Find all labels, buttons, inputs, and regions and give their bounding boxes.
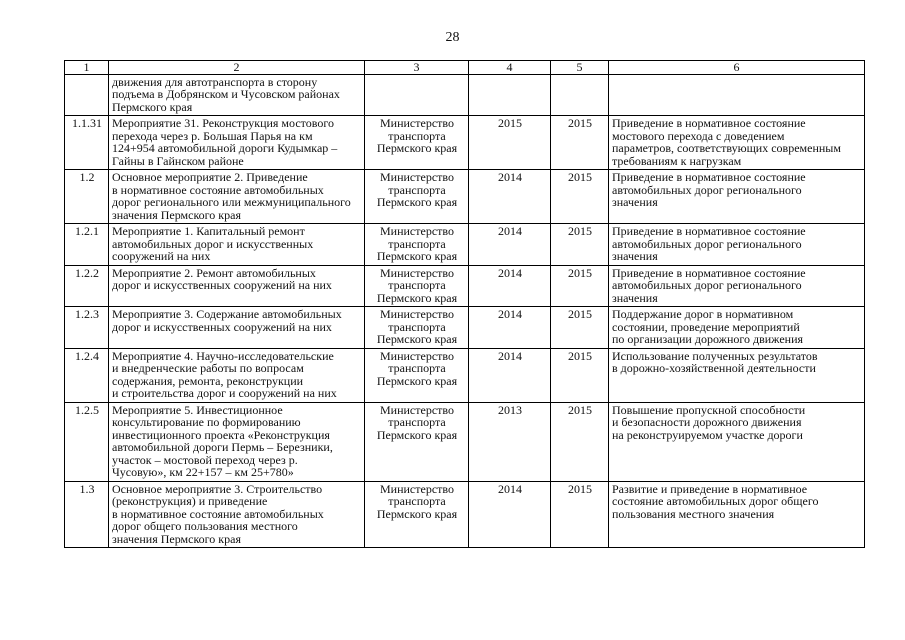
table-row [65, 265, 865, 307]
expected-result-cell [609, 348, 865, 402]
cell-text-line: Поддержание дорог в нормативном [612, 307, 794, 321]
cell-text-line: дорог регионального или межмуниципального [112, 195, 351, 209]
start-year-cell: 2013 [469, 402, 551, 481]
row-number-cell: 1.2.2 [65, 265, 109, 307]
cell-text-line: Мероприятие 31. Реконструкция мостового [112, 116, 334, 130]
measures-table [64, 60, 865, 548]
cell-text-line: Пермского края [376, 506, 458, 521]
table-row [65, 170, 865, 224]
cell-text-line: Повышение пропускной способности [612, 402, 806, 417]
measure-name-cell [109, 265, 365, 307]
cell-text-line: консультирование по формированию [112, 415, 301, 429]
cell-text-line: Министерство [380, 224, 454, 238]
cell-text-line: Пермского края [376, 195, 458, 209]
end-year-cell: 2015 [551, 348, 609, 402]
cell-text-line: Министерство [380, 307, 454, 321]
expected-result-cell [609, 481, 865, 548]
cell-text-line: Приведение в нормативное состояние [612, 224, 806, 238]
row-number-cell: 1.2.1 [65, 224, 109, 266]
measure-name-cell [109, 402, 365, 481]
measure-name-cell [109, 116, 365, 170]
cell-text-line: перехода через р. Большая Парья на км [112, 128, 313, 143]
cell-text-line: по организации дорожного движения [612, 332, 804, 346]
cell-text-line: мостового перехода с доведением [612, 128, 785, 143]
end-year-cell: 2015 [551, 307, 609, 349]
cell-text-line: транспорта [388, 128, 446, 143]
expected-result-cell [609, 116, 865, 170]
cell-text-line: транспорта [388, 361, 446, 375]
executor-cell [365, 307, 469, 349]
cell-text-line: Пермского края [376, 373, 458, 388]
cell-text-line: в нормативное состояние автомобильных [112, 182, 324, 197]
end-year-cell: 2015 [551, 224, 609, 266]
start-year-cell: 2014 [469, 170, 551, 224]
cell-text-line: Министерство [380, 348, 454, 363]
expected-result-cell [609, 74, 865, 116]
page-number: 28 [445, 30, 460, 45]
cell-text-line: Приведение в нормативное состояние [612, 116, 806, 130]
cell-text-line: Мероприятие 4. Научно-исследовательские [112, 348, 334, 363]
start-year-cell: 2014 [469, 224, 551, 266]
table-row [65, 307, 865, 349]
cell-text-line: дорог общего пользования местного [112, 519, 298, 533]
table-row [65, 402, 865, 481]
row-number-cell [65, 74, 109, 116]
end-year-cell: 2015 [551, 265, 609, 307]
row-number-cell: 1.3 [65, 481, 109, 548]
measure-name-cell [109, 307, 365, 349]
executor-cell [365, 116, 469, 170]
table-header-row [65, 61, 865, 75]
cell-text-line: инвестиционного проекта «Реконструкция [112, 427, 330, 442]
row-number-cell: 1.2.3 [65, 307, 109, 349]
end-year-cell: 2015 [551, 402, 609, 481]
cell-text-line: Гайны в Гайнском районе [112, 153, 244, 168]
cell-text-line: 124+954 автомобильной дороги Кудымкар – [112, 141, 338, 155]
measure-name-cell [109, 348, 365, 402]
cell-text-line: автомобильных дорог регионального [612, 182, 802, 197]
measure-name-cell [109, 74, 365, 116]
cell-text-line: содержания, ремонта, реконструкции [112, 373, 304, 388]
expected-result-cell [609, 402, 865, 481]
cell-text-line: состояние автомобильных дорог общего [612, 494, 819, 508]
cell-text-line: значения [612, 195, 658, 209]
cell-text-line: Министерство [380, 265, 454, 280]
cell-text-line: дорог и искусственных сооружений на них [112, 278, 332, 292]
cell-text-line: Министерство [380, 170, 454, 184]
cell-text-line: Мероприятие 3. Содержание автомобильных [112, 307, 342, 321]
cell-text-line: Пермского края [376, 427, 458, 442]
cell-text-line: Основное мероприятие 3. Строительство [112, 481, 323, 496]
cell-text-line: Министерство [380, 116, 454, 130]
start-year-cell: 2014 [469, 481, 551, 548]
column-header: 2 [109, 61, 365, 75]
start-year-cell: 2015 [469, 116, 551, 170]
start-year-cell [469, 74, 551, 116]
cell-text-line: Пермского края [376, 332, 458, 346]
column-header: 4 [469, 61, 551, 75]
column-header: 5 [551, 61, 609, 75]
cell-text-line: движения для автотранспорта в сторону [112, 74, 318, 89]
cell-text-line: Мероприятие 5. Инвестиционное [112, 402, 283, 417]
executor-cell [365, 224, 469, 266]
cell-text-line: участок – мостовой переход через р. [112, 452, 298, 467]
cell-text-line: транспорта [388, 494, 446, 508]
table-row [65, 481, 865, 548]
cell-text-line: Чусовую», км 22+157 – км 25+780» [112, 465, 294, 479]
cell-text-line: автомобильных дорог регионального [612, 278, 802, 292]
cell-text-line: Мероприятие 2. Ремонт автомобильных [112, 265, 316, 280]
cell-text-line: Пермского края [376, 249, 458, 263]
cell-text-line: Мероприятие 1. Капитальный ремонт [112, 224, 305, 238]
cell-text-line: сооружений на них [112, 249, 211, 263]
cell-text-line: транспорта [388, 278, 446, 292]
measure-name-cell [109, 170, 365, 224]
cell-text-line: (реконструкция) и приведение [112, 494, 268, 508]
expected-result-cell [609, 307, 865, 349]
cell-text-line: и внедренческие работы по вопросам [112, 361, 304, 375]
cell-text-line: в дорожно-хозяйственной деятельности [612, 361, 816, 375]
executor-cell [365, 348, 469, 402]
column-header: 1 [65, 61, 109, 75]
cell-text-line: Приведение в нормативное состояние [612, 170, 806, 184]
expected-result-cell [609, 170, 865, 224]
cell-text-line: транспорта [388, 182, 446, 197]
cell-text-line: значения Пермского края [112, 531, 241, 546]
start-year-cell: 2014 [469, 265, 551, 307]
column-header: 3 [365, 61, 469, 75]
cell-text-line: пользования местного значения [612, 506, 775, 521]
row-number-cell: 1.2.5 [65, 402, 109, 481]
cell-text-line: и строительства дорог и сооружений на них [112, 386, 337, 400]
start-year-cell: 2014 [469, 307, 551, 349]
cell-text-line: значения [612, 290, 658, 305]
table-row [65, 224, 865, 266]
cell-text-line: Министерство [380, 481, 454, 496]
measure-name-cell [109, 481, 365, 548]
table-row [65, 74, 865, 116]
cell-text-line: транспорта [388, 415, 446, 429]
row-number-cell: 1.2 [65, 170, 109, 224]
end-year-cell [551, 74, 609, 116]
cell-text-line: транспорта [388, 236, 446, 251]
start-year-cell: 2014 [469, 348, 551, 402]
cell-text-line: автомобильных дорог регионального [612, 236, 802, 251]
cell-text-line: в нормативное состояние автомобильных [112, 506, 324, 521]
expected-result-cell [609, 265, 865, 307]
executor-cell [365, 481, 469, 548]
cell-text-line: Пермского края [376, 141, 458, 155]
row-number-cell: 1.1.31 [65, 116, 109, 170]
cell-text-line: Приведение в нормативное состояние [612, 265, 806, 280]
executor-cell [365, 265, 469, 307]
table-row [65, 348, 865, 402]
cell-text-line: состоянии, проведение мероприятий [612, 319, 800, 334]
measure-name-cell [109, 224, 365, 266]
cell-text-line: Пермского края [112, 99, 193, 114]
row-number-cell: 1.2.4 [65, 348, 109, 402]
column-header: 6 [609, 61, 865, 75]
cell-text-line: автомобильной дороги Пермь – Березники, [112, 440, 333, 454]
end-year-cell: 2015 [551, 481, 609, 548]
cell-text-line: параметров, соответствующих современным [612, 141, 841, 155]
cell-text-line: Использование полученных результатов [612, 348, 818, 363]
cell-text-line: Пермского края [376, 290, 458, 305]
cell-text-line: Основное мероприятие 2. Приведение [112, 170, 308, 184]
end-year-cell: 2015 [551, 116, 609, 170]
expected-result-cell [609, 224, 865, 266]
executor-cell [365, 402, 469, 481]
cell-text-line: значения [612, 249, 658, 263]
end-year-cell: 2015 [551, 170, 609, 224]
cell-text-line: требованиям к нагрузкам [612, 153, 742, 168]
cell-text-line: Министерство [380, 402, 454, 417]
cell-text-line: транспорта [388, 319, 446, 334]
cell-text-line: Развитие и приведение в нормативное [612, 481, 808, 496]
cell-text-line: дорог и искусственных сооружений на них [112, 319, 332, 334]
cell-text-line: и безопасности дорожного движения [612, 415, 802, 429]
cell-text-line: на реконструируемом участке дороги [612, 427, 803, 442]
cell-text-line: подъема в Добрянском и Чусовском районах [112, 87, 340, 101]
table-row [65, 116, 865, 170]
executor-cell [365, 74, 469, 116]
cell-text-line: автомобильных дорог и искусственных [112, 236, 314, 251]
cell-text-line: значения Пермского края [112, 207, 241, 222]
executor-cell [365, 170, 469, 224]
